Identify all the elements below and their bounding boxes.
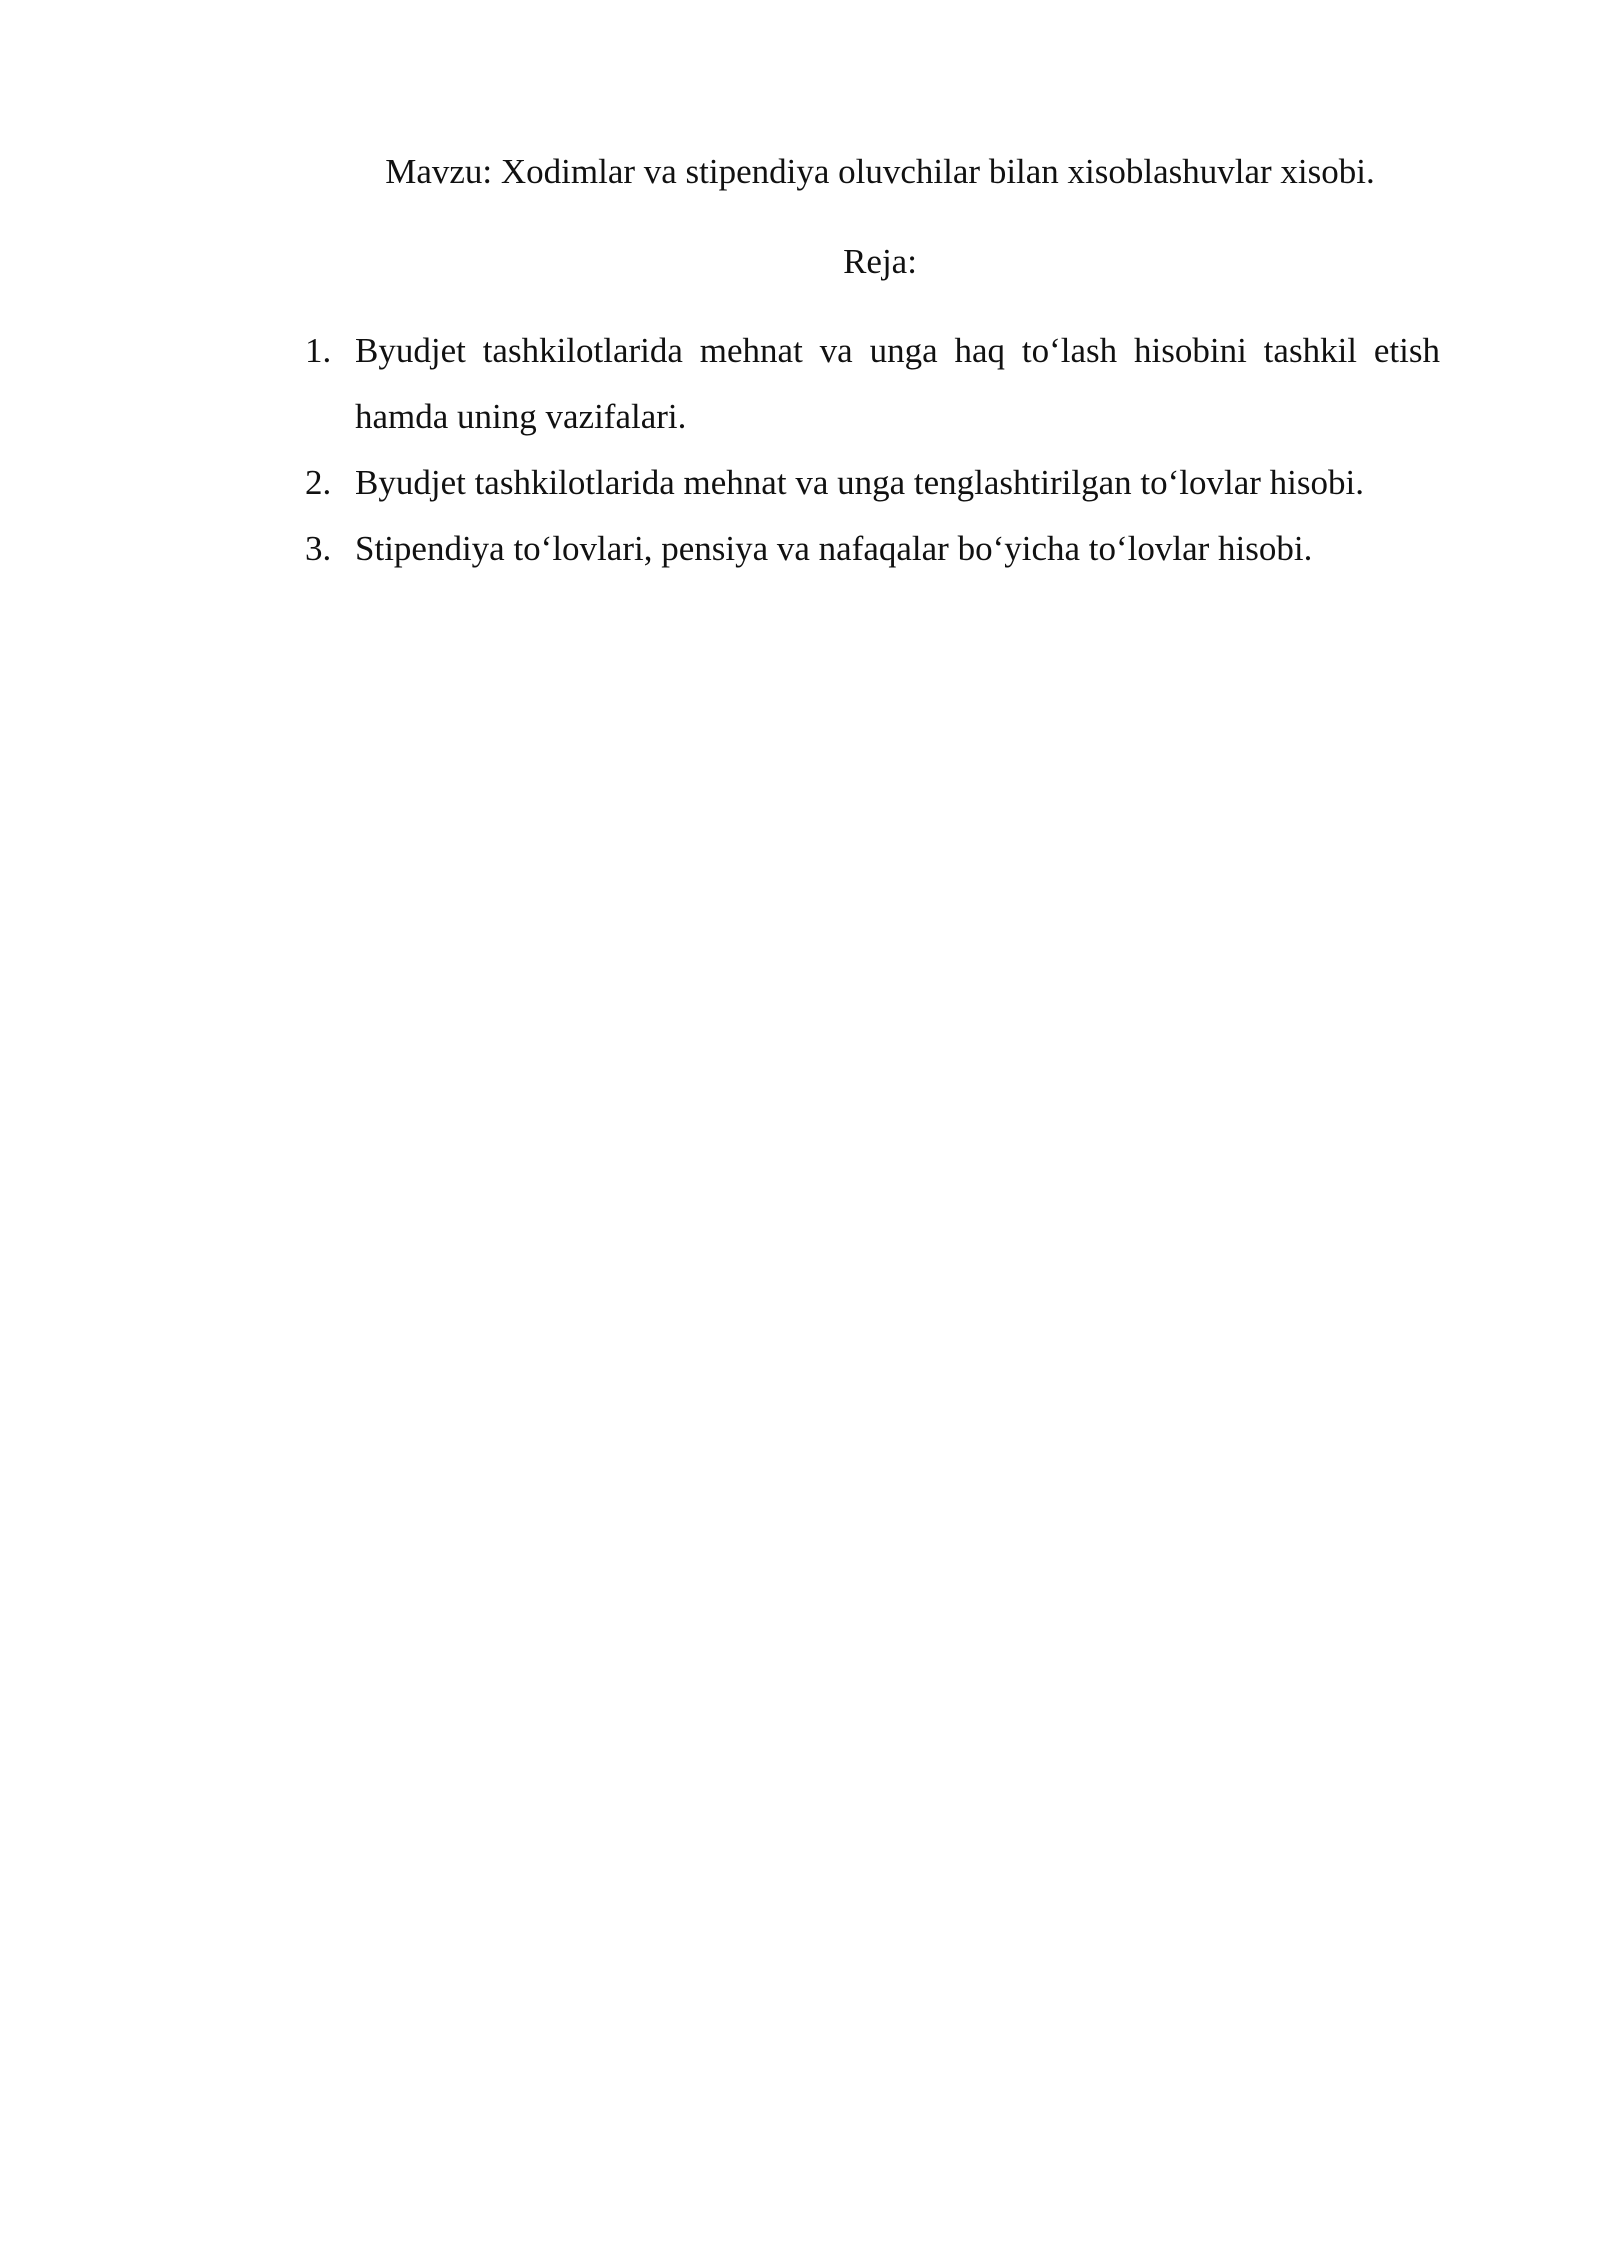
plan-item-text: Byudjet tashkilotlarida mehnat va unga tenglashtirilgan to‘lovlar hisobi. xyxy=(355,463,1364,502)
page-title: Mavzu: Xodimlar va stipendiya oluvchilar bilan xisoblashuvlar xisobi. xyxy=(385,152,1375,191)
plan-item-number: 1. xyxy=(305,331,332,370)
plan-item-text: Byudjet tashkilotlarida mehnat va unga haq to‘lash hisobini tashkil etish hamda uning vazifalari. xyxy=(355,331,1440,436)
plan-item-3 xyxy=(300,516,1440,582)
plan-item-text: Stipendiya to‘lovlari, pensiya va nafaqalar bo‘yicha to‘lovlar hisobi. xyxy=(355,529,1313,568)
plan-list xyxy=(300,318,1440,582)
plan-heading: Reja: xyxy=(843,242,917,281)
plan-item-2 xyxy=(300,450,1440,516)
plan-item-number: 2. xyxy=(305,463,332,502)
plan-item-number: 3. xyxy=(305,529,332,568)
plan-item-1 xyxy=(300,318,1440,450)
